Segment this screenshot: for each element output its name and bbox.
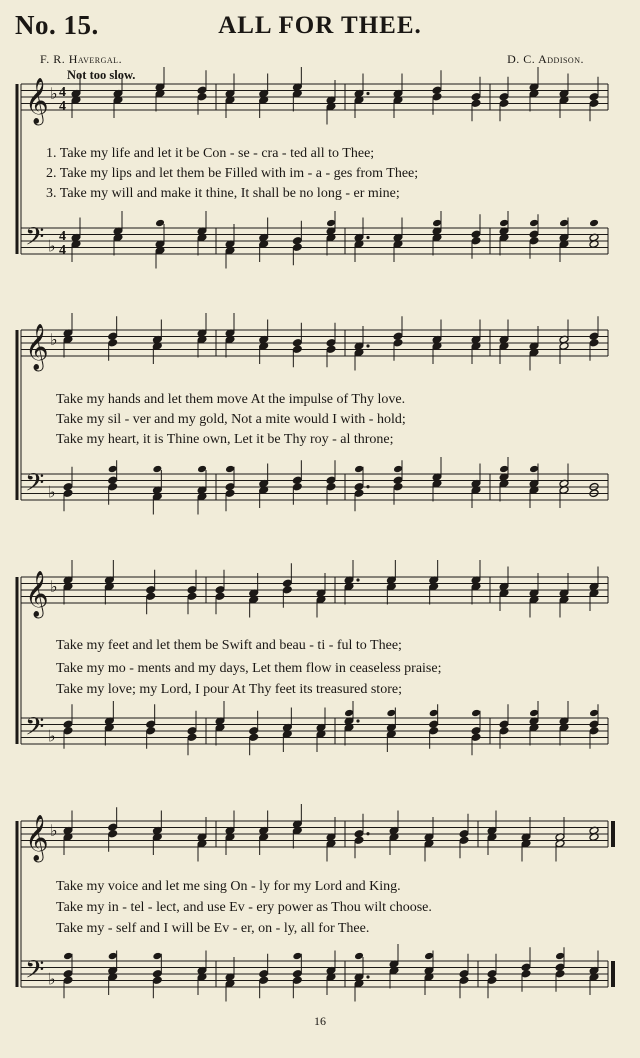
notehead-ledger	[471, 709, 481, 718]
notehead	[487, 976, 497, 985]
treble-clef-icon: 𝄞	[25, 815, 49, 861]
final-barline	[611, 961, 615, 987]
tempo-marking: Not too slow.	[67, 68, 136, 82]
time-signature-bottom: 4	[59, 243, 66, 258]
notehead-ledger	[152, 465, 162, 474]
treble-clef-icon: 𝄞	[25, 571, 49, 617]
notehead-ledger	[326, 219, 336, 228]
notehead	[499, 726, 509, 735]
notehead-ledger	[499, 219, 509, 228]
notehead	[393, 482, 403, 491]
notehead	[63, 976, 73, 985]
lyric-line-s1-v2: 2. Take my lips and let them be Filled with im - a - ges from Thee;	[46, 166, 419, 181]
notehead-ledger	[386, 709, 396, 718]
dot	[366, 92, 369, 95]
notehead-ledger	[529, 219, 539, 228]
hymn-number: No. 15.	[15, 10, 99, 40]
lyric-line-s4-v1: Take my voice and let me sing On - ly for my Lord and King.	[56, 879, 401, 894]
dot	[366, 236, 369, 239]
treble-clef-icon: 𝄞	[25, 324, 49, 370]
notehead	[63, 726, 73, 735]
lyric-line-s3-v1: Take my feet and let them be Swift and beau - ti - ful to Thee;	[56, 638, 402, 653]
notehead	[292, 482, 302, 491]
notehead	[259, 976, 269, 985]
notehead	[432, 92, 442, 101]
notehead-ledger	[63, 952, 73, 961]
time-signature-top: 4	[59, 85, 66, 100]
notehead	[589, 726, 599, 735]
bass-clef-icon: 𝄢	[25, 468, 45, 504]
notehead	[326, 482, 336, 491]
flat-key-signature-icon: ♭	[50, 330, 58, 349]
notehead	[393, 338, 403, 347]
notehead	[249, 733, 259, 742]
notehead	[215, 592, 225, 601]
notehead	[354, 836, 364, 845]
lyric-line-s1-v3: 3. Take my will and make it thine, It shall be no long - er mine;	[46, 186, 400, 201]
notehead-ledger	[589, 219, 599, 228]
notehead	[555, 969, 565, 978]
flat-key-signature-icon: ♭	[50, 821, 58, 840]
time-signature-bottom: 4	[59, 99, 66, 114]
notehead	[589, 99, 599, 108]
bass-clef-icon: 𝄢	[25, 955, 45, 991]
notehead-ledger	[424, 952, 434, 961]
notehead	[354, 489, 364, 498]
bass-clef-icon: 𝄢	[25, 222, 45, 258]
dot	[356, 578, 359, 581]
lyric-line-s2-v3: Take my heart, it is Thine own, Let it be Thy roy - al throne;	[56, 432, 394, 447]
notehead	[589, 338, 599, 347]
flat-key-signature-icon: ♭	[48, 482, 56, 502]
notehead-ledger	[393, 465, 403, 474]
lyric-line-s3-v3: Take my love; my Lord, I pour At Thy feet its treasured store;	[56, 682, 402, 697]
notehead	[499, 99, 509, 108]
notehead	[187, 733, 197, 742]
lyric-line-s2-v2: Take my sil - ver and my gold, Not a mite would I with - hold;	[56, 412, 406, 427]
notehead	[108, 482, 118, 491]
dot	[356, 719, 359, 722]
notehead	[108, 338, 118, 347]
composer-credit: D. C. Addison.	[507, 52, 584, 66]
flat-key-signature-icon: ♭	[50, 84, 58, 103]
lyric-line-s2-v1: Take my hands and let them move At the impulse of Thy love.	[56, 392, 406, 407]
notehead	[529, 236, 539, 245]
notehead	[292, 976, 302, 985]
notehead-ledger	[429, 709, 439, 718]
notehead	[225, 489, 235, 498]
flat-key-signature-icon: ♭	[48, 236, 56, 256]
notehead-ledger	[197, 465, 207, 474]
notehead	[521, 969, 531, 978]
notehead	[152, 976, 162, 985]
flat-key-signature-icon: ♭	[48, 969, 56, 989]
bass-clef-icon: 𝄢	[25, 712, 45, 748]
flat-key-signature-icon: ♭	[48, 726, 56, 746]
notehead	[459, 976, 469, 985]
lyric-line-s4-v2: Take my in - tel - lect, and use Ev - ery power as Thou wilt choose.	[56, 900, 432, 915]
notehead-ledger	[155, 219, 165, 228]
treble-clef-icon: 𝄞	[25, 78, 49, 124]
notehead	[63, 489, 73, 498]
notehead	[187, 592, 197, 601]
notehead	[429, 726, 439, 735]
time-signature-top: 4	[59, 229, 66, 244]
lyric-line-s3-v2: Take my mo - ments and my days, Let them flow in ceaseless praise;	[56, 661, 442, 676]
notehead-ledger	[589, 709, 599, 718]
notehead-ledger	[499, 465, 509, 474]
flat-key-signature-icon: ♭	[50, 577, 58, 596]
notehead	[459, 836, 469, 845]
notehead-ledger	[354, 952, 364, 961]
notehead-ledger	[108, 465, 118, 474]
lyricist-credit: F. R. Havergal.	[40, 52, 123, 66]
hymn-title: ALL FOR THEE.	[218, 12, 422, 39]
notehead	[292, 243, 302, 252]
dot	[366, 975, 369, 978]
notehead-ledger	[529, 465, 539, 474]
notehead-ledger	[344, 709, 354, 718]
notehead	[197, 92, 207, 101]
notehead-ledger	[292, 952, 302, 961]
dot	[366, 344, 369, 347]
dot	[366, 832, 369, 835]
lyric-line-s4-v3: Take my - self and I will be Ev - er, on - ly, all for Thee.	[56, 921, 370, 936]
notehead	[326, 345, 336, 354]
notehead	[471, 236, 481, 245]
dot	[366, 485, 369, 488]
notehead	[108, 829, 118, 838]
notehead-ledger	[432, 219, 442, 228]
notehead	[146, 726, 156, 735]
lyric-line-s1-v1: 1. Take my life and let it be Con - se - cra - ted all to Thee;	[46, 146, 375, 161]
notehead	[471, 99, 481, 108]
final-barline	[611, 821, 615, 847]
notehead-ledger	[555, 952, 565, 961]
notehead	[471, 733, 481, 742]
notehead	[282, 585, 292, 594]
notehead-ledger	[529, 709, 539, 718]
notehead-ledger	[152, 952, 162, 961]
notehead-ledger	[559, 219, 569, 228]
notehead-ledger	[108, 952, 118, 961]
notehead	[292, 345, 302, 354]
notehead	[146, 592, 156, 601]
notehead-ledger	[225, 465, 235, 474]
page-number: 16	[314, 1014, 326, 1028]
notehead-ledger	[354, 465, 364, 474]
